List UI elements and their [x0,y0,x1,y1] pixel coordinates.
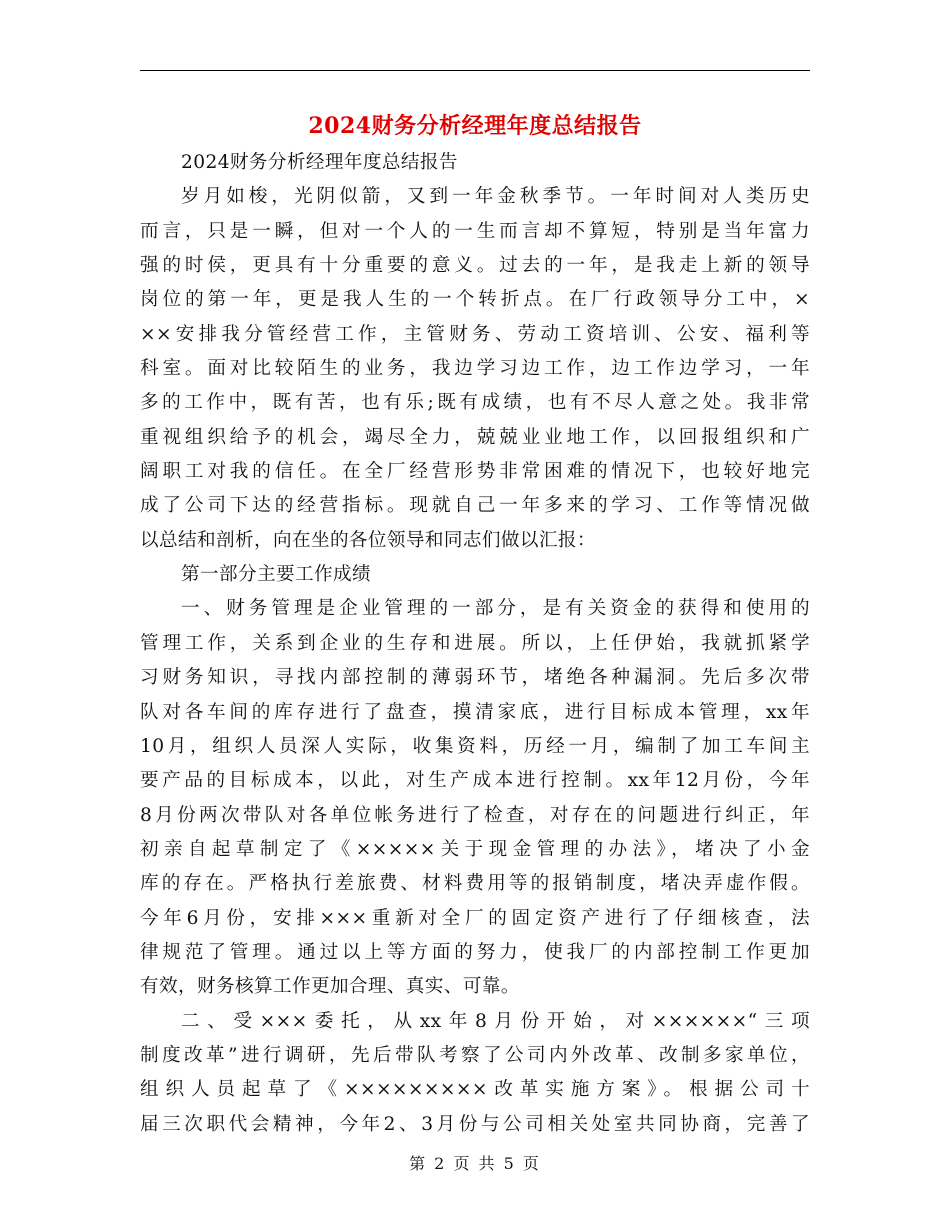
body-line: 要产品的目标成本，以此，对生产成本进行控制。xx年12月份，今年 [140,770,810,792]
body-line: 管理工作，关系到企业的生存和进展。所以，上任伊始，我就抓紧学 [140,632,810,654]
document-title: 2024财务分析经理年度总结报告 [308,113,642,139]
body-line: 今年6月份，安排×××重新对全厂的固定资产进行了仔细核查，法 [140,907,810,929]
body-line: 二、受×××委托，从xx年8月份开始，对××××××“三项 [181,1010,810,1032]
page-footer: 第 2 页 共 5 页 [409,1154,541,1173]
body-line: 科室。面对比较陌生的业务，我边学习边工作，边工作边学习，一年 [140,358,810,380]
body-line: 有效，财务核算工作更加合理、真实、可靠。 [140,976,520,998]
body-line: 重视组织给予的机会，竭尽全力，兢兢业业地工作，以回报组织和广 [140,426,810,448]
body-line: 习财务知识，寻找内部控制的薄弱环节，堵绝各种漏洞。先后多次带 [140,667,810,689]
body-line: 而言，只是一瞬，但对一个人的一生而言却不算短，特别是当年富力 [140,220,810,242]
body-line: 10月，组织人员深人实际，收集资料，历经一月，编制了加工车间主 [140,735,810,757]
body-line: 8月份两次带队对各单位帐务进行了检查，对存在的问题进行纠正，年 [140,804,810,826]
body-line: 阔职工对我的信任。在全厂经营形势非常困难的情况下，也较好地完 [140,461,810,483]
body-line: 组织人员起草了《×××××××××改革实施方案》。根据公司十 [140,1079,810,1101]
body-line: 一、财务管理是企业管理的一部分，是有关资金的获得和使用的 [181,598,810,620]
body-line: 第一部分主要工作成绩 [181,564,371,586]
body-line: 2024财务分析经理年度总结报告 [181,152,458,173]
header-rule [140,70,810,71]
body-line: 届三次职代会精神，今年2、3月份与公司相关处室共同协商，完善了 [140,1113,810,1135]
body-line: ××安排我分管经营工作，主管财务、劳动工资培训、公安、福利等 [140,323,810,345]
body-line: 以总结和剖析，向在坐的各位领导和同志们做以汇报： [140,529,596,551]
body-line: 岁月如梭，光阴似箭，又到一年金秋季节。一年时间对人类历史 [181,186,810,208]
body-line: 成了公司下达的经营指标。现就自己一年多来的学习、工作等情况做 [140,495,810,517]
body-line: 初亲自起草制定了《×××××关于现金管理的办法》，堵决了小金 [140,838,810,860]
body-line: 制度改革”进行调研，先后带队考察了公司内外改革、改制多家单位， [140,1044,810,1066]
body-line: 队对各车间的库存进行了盘查，摸清家底，进行目标成本管理，xx年 [140,701,810,723]
body-line: 强的时侯，更具有十分重要的意义。过去的一年，是我走上新的领导 [140,255,810,277]
body-line: 岗位的第一年，更是我人生的一个转折点。在厂行政领导分工中，× [140,289,810,311]
document-body [140,146,810,1142]
body-line: 库的存在。严格执行差旅费、材料费用等的报销制度，堵决弄虚作假。 [140,873,810,895]
body-line: 律规范了管理。通过以上等方面的努力，使我厂的内部控制工作更加 [140,941,810,963]
body-line: 多的工作中，既有苦，也有乐;既有成绩，也有不尽人意之处。我非常 [140,392,810,414]
